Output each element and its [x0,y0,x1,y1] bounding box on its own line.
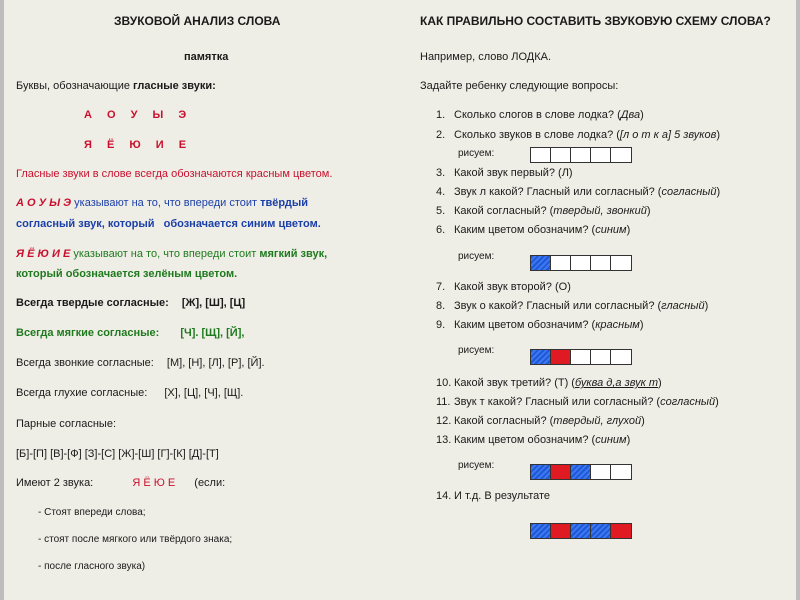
sound-scheme [530,523,632,539]
red-rule-b: в слове всегда обозначаются [92,168,243,180]
hard-rule-text: указывают на то, что впереди стоит [74,197,258,209]
condition-1: - Стоят впереди слова; [38,507,146,518]
scheme-cell-empty [571,350,591,364]
red-rule [16,167,332,181]
question-answer: [л о т к а] 5 звуков [619,129,717,141]
scheme-cell-blue [571,465,591,479]
question-answer-close: ) [716,186,721,198]
question-number: 12. [436,415,452,427]
question-number: 1. [436,109,446,121]
drawing-label: рисуем: [458,460,495,471]
scheme-cell-blue [591,524,611,538]
question-answer-close: ) [704,300,709,312]
drawing-label: рисуем: [458,251,495,262]
always-soft-row [16,326,244,340]
question-text: Какой согласный? ( [454,205,554,217]
scheme-cell-empty [551,148,571,162]
scheme-cell-empty [571,256,591,270]
scheme-cell-red [551,465,571,479]
memo-column [16,0,408,600]
question-number: 8. [436,300,446,312]
question-answer-close: ) [715,396,719,408]
pairs-values: [Б]-[П] [В]-[Ф] [З]-[С] [Ж]-[Ш] [Г]-[К] [Д]-[Т] [16,448,219,460]
pairs-label: Парные согласные: [16,418,116,430]
memo-subtitle: памятка [184,51,229,63]
drawing-label: рисуем: [458,345,495,356]
question-answer: Два [620,109,641,121]
scheme-cell-empty [611,465,631,479]
question-text: Звук т какой? Гласный или согласный? ( [454,396,661,408]
question-item [436,223,630,237]
always-soft-values: [Ч]. [Щ], [Й], [180,327,245,339]
scheme-cell-empty [531,148,551,162]
question-item [436,299,708,313]
question-number: 14. [436,490,452,502]
question-number: 7. [436,281,446,293]
question-number: 2. [436,129,446,141]
question-answer: буква д,а звук т [574,377,658,389]
hard-rule-line1 [16,196,308,210]
two-sounds-if: (если: [194,477,226,489]
question-number: 6. [436,224,446,236]
question-item [436,185,720,199]
question-text: Звук л какой? Гласный или согласный? ( [454,186,662,198]
question-text: Какой звук третий? (Т) ( [454,377,575,389]
scheme-cell-empty [611,256,631,270]
scheme-cell-empty [611,350,631,364]
soft-rule-line1 [16,247,327,261]
hard-rule-letters: А О У Ы Э [16,197,72,209]
scheme-cell-blue [571,524,591,538]
vowels-hard-row: А О У Ы Э [84,109,193,121]
question-answer: синим [595,434,627,446]
question-text: И т.д. В результате [454,490,551,502]
condition-2: - стоят после мягкого или твёрдого знака; [38,534,233,545]
scheme-cell-blue [531,256,551,270]
question-item [436,433,630,447]
question-answer-close: ) [716,129,720,141]
question-text: Какой звук первый? (Л) [454,167,573,179]
voiceless-values: [Х], [Ц], [Ч], [Щ]. [164,387,244,399]
scheme-cell-empty [591,148,611,162]
question-item [436,489,550,503]
two-sounds-letters: Я Ё Ю Е [132,477,176,489]
always-hard-values: [Ж], [Ш], [Ц] [181,297,246,309]
always-soft-label: Всегда мягкие согласные: [16,327,160,339]
soft-rule-text: указывают на то, что впереди стоит [73,248,257,260]
sound-scheme [530,255,632,271]
always-hard-label: Всегда твердые согласные: [16,297,169,309]
scheme-cell-blue [531,465,551,479]
two-sounds-label: Имеют 2 звука: [16,477,94,489]
question-answer-close: ) [641,415,645,427]
scheme-cell-red [611,524,631,538]
question-text: Каким цветом обозначим? ( [454,434,596,446]
question-item [436,128,720,142]
ask-intro: Задайте ребенку следующие вопросы: [420,80,619,92]
vowels-intro-text: Буквы, обозначающие [16,80,130,92]
sound-scheme [530,464,632,480]
scheme-cell-empty [551,256,571,270]
question-item [436,166,573,180]
question-text: Сколько звуков в слове лодка? ( [454,129,620,141]
red-rule-c: красным цветом. [245,168,333,180]
red-rule-a: Гласные звуки [16,168,90,180]
scheme-column [420,0,794,600]
question-item [436,395,719,409]
scheme-cell-empty [591,465,611,479]
voiced-values: [М], [Н], [Л], [Р], [Й]. [166,357,265,369]
sound-scheme [530,349,632,365]
question-number: 13. [436,434,452,446]
question-text: Какой звук второй? (О) [454,281,571,293]
question-item [436,376,662,390]
question-number: 9. [436,319,446,331]
scheme-cell-blue [531,350,551,364]
memo-title: ЗВУКОВОЙ АНАЛИЗ СЛОВА [114,14,281,28]
question-answer-close: ) [640,109,644,121]
question-item [436,318,644,332]
voiceless-label: Всегда глухие согласные: [16,387,148,399]
question-text: Звук о какой? Гласный или согласный? ( [454,300,662,312]
question-text: Сколько слогов в слове лодка? ( [454,109,621,121]
soft-rule-letters: Я Ё Ю И Е [16,248,71,260]
question-answer: твердый, глухой [553,415,642,427]
question-number: 3. [436,167,446,179]
question-number: 11. [436,396,451,408]
scheme-cell-red [551,524,571,538]
voiceless-row [16,386,243,400]
question-answer: твердый, звонкий [553,205,647,217]
question-answer-close: ) [646,205,651,217]
hard-rule-bold: твёрдый [260,197,308,209]
vowels-intro-bold: гласные звуки: [133,80,216,92]
hard-rule-d: согласный звук, который [16,218,155,230]
hard-rule-line2 [16,217,321,231]
question-text: Каким цветом обозначим? ( [454,224,596,236]
question-item [436,108,644,122]
scheme-cell-empty [591,350,611,364]
vowels-intro [16,79,216,93]
question-text: Каким цветом обозначим? ( [454,319,596,331]
scheme-title: КАК ПРАВИЛЬНО СОСТАВИТЬ ЗВУКОВУЮ СХЕМУ СЛОВА? [420,14,771,28]
question-answer: гласный [661,300,705,312]
question-number: 5. [436,205,446,217]
scheme-cell-empty [591,256,611,270]
question-number: 4. [436,186,446,198]
example-word: Например, слово ЛОДКА. [420,51,552,63]
question-answer: согласный [660,396,716,408]
always-hard-row [16,296,245,310]
scheme-cell-blue [531,524,551,538]
question-item [436,280,571,294]
soft-rule-bold: мягкий звук, [259,248,328,260]
question-answer: согласный [661,186,717,198]
question-answer: красным [595,319,640,331]
question-text: Какой согласный? ( [454,415,554,427]
question-number: 10. [436,377,452,389]
scheme-cell-empty [611,148,631,162]
question-answer-close: ) [658,377,662,389]
question-item [436,204,651,218]
soft-rule-line2: который обозначается зелёным цветом. [16,268,238,280]
two-sounds-row [16,476,225,490]
question-answer-close: ) [626,434,631,446]
sound-scheme [530,147,632,163]
condition-3: - после гласного звука) [38,561,146,572]
question-answer: синим [595,224,627,236]
question-answer-close: ) [639,319,644,331]
voiced-row [16,356,265,370]
question-answer-close: ) [626,224,631,236]
drawing-label: рисуем: [458,148,495,159]
scheme-cell-red [551,350,571,364]
hard-rule-e: обозначается синим цветом. [163,218,321,230]
vowels-soft-row: Я Ё Ю И Е [84,139,193,151]
question-item [436,414,645,428]
scheme-cell-empty [571,148,591,162]
voiced-label: Всегда звонкие согласные: [16,357,154,369]
